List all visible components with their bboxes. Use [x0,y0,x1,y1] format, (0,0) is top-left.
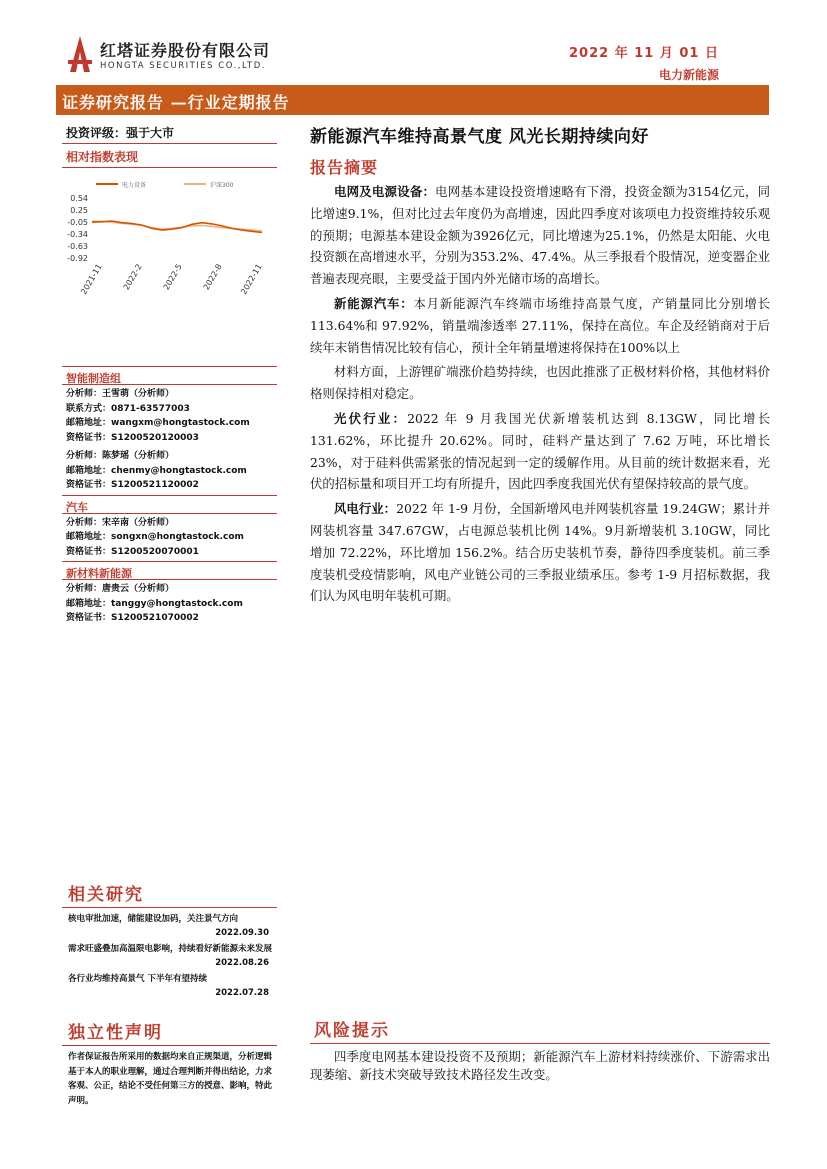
summary-paragraph [310,408,770,495]
paragraph-text: 2022 年 1-9 月份，全国新增风电并网装机容量 19.24GW；累计并网装机容量 347.67GW，占电源总装机比例 14%。9月新增装机 3.10GW，同比增加 72.22%，环比增加 156.2%。结合历史装机节奏，静待四季度装机。前三季度装机受疫情影响，风电产业链公司的三季报业绩承压。参考 1-9 月招标数据，我们认为风电明年装机可期。 [310,501,770,604]
y-tick-label: 0.25 [70,205,88,215]
analyst-info-line[interactable]: 邮箱地址：songxn@hongtastock.com [66,532,244,542]
paragraph-lead: 光伏行业： [334,410,408,426]
relative-index-chart [62,170,277,370]
paragraph-text: 电网基本建设投资增速略有下滑，投资金额为3154亿元，同比增速9.1%，但对比过去年度仍为高增速，因此四季度对该项电力投资维持较乐观的预期；电源基本建设金额为3926亿元，同比增速为25.1%，仍然是太阳能、火电投资额在高增速水平，分别为353.2%、47.4%。从三季报看个股情况，逆变器企业普遍表现亮眼，主要受益于国内外光储市场的高增长。 [310,184,770,287]
analyst-card [62,580,277,628]
risk-text: 四季度电网基本建设投资不及预期；新能源汽车上游材料持续涨价、下游需求出现萎缩、新技术突破导致技术路径发生改变。 [310,1049,770,1082]
report-date: 2022 年 11 月 01 日 [569,46,719,61]
relative-index-title: 相对指数表现 [62,148,277,168]
company-name-cn: 红塔证券股份有限公司 [100,41,271,60]
x-tick-label: 2022-5 [161,262,184,292]
x-tick-label: 2021-11 [79,262,104,296]
independence-statement-title: 独立性声明 [62,1018,277,1046]
analyst-info-line: 分析师：宋辛南（分析师） [66,517,175,528]
analyst-info-line: 资格证书：S1200520120003 [66,432,199,443]
summary-paragraph [310,181,770,290]
analyst-info-line[interactable]: 邮箱地址：chenmy@hongtastock.com [66,465,247,476]
report-type-banner [56,85,769,115]
analyst-info-line: 分析师：唐贵云（分析师） [66,584,175,594]
analyst-info-line[interactable]: 资格证书：S1200521120002 [66,480,199,490]
related-item-title[interactable]: 各行业均维持高景气 下半年有望持续 [68,974,207,984]
banner-text: 证券研究报告 —行业定期报告 [62,93,290,112]
related-item[interactable] [62,938,277,968]
risk-title: 风险提示 [310,1016,770,1044]
risk-section [310,1016,770,1084]
investment-rating: 投资评级：强于大市 [62,124,277,144]
analyst-group-title: 汽车 [62,495,277,514]
x-tick-label: 2022-2 [121,262,144,292]
legend-label-series-2: 沪深300 [210,182,234,189]
summary-paragraph [310,293,770,358]
related-research-title: 相关研究 [62,880,277,908]
analyst-group-title: 新材料新能源 [62,561,277,580]
related-item-title[interactable]: 需求旺盛叠加高温限电影响，持续看好新能源未来发展 [68,944,273,954]
paragraph-text: 材料方面，上游锂矿端涨价趋势持续，也因此推涨了正极材料价格，其他材料价格则保持相对稳定。 [310,364,770,402]
y-tick-label: -0.34 [67,230,88,240]
analyst-info-line[interactable]: 邮箱地址：tanggy@hongtastock.com [66,598,243,609]
x-tick-label: 2022-8 [201,262,224,292]
related-item-date: 2022.09.30 [215,928,269,938]
analyst-section [62,366,277,628]
paragraph-lead: 电网及电源设备： [334,184,436,199]
paragraph-text: 本月新能源汽车终端市场维持高景气度，产销量同比分别增长 113.64%和 97.92%，销量端渗透率 27.11%，保持在高位。车企及经销商对于后续年末销售情况比较有信心，预计全年销量增速将保持在100%以上 [310,295,771,355]
industry-label: 电力新能源 [658,68,719,82]
paragraph-text: 2022 年 9 月我国光伏新增装机达到 8.13GW，同比增长 131.62%，环比提升 20.62%。同时，硅料产量达到了 7.62 万吨，环比增长 23%，对于硅料供需紧张的情况起到一定的缓解作用。从目前的统计数据来看，光伏的招标量和项目开工均有所提升，因此四季度我国光伏有望保持较高的景气度。 [310,410,770,492]
related-item[interactable] [62,968,277,998]
analyst-info-line: 分析师：王雪萌（分析师） [66,389,175,399]
related-item[interactable] [62,908,277,938]
related-item-title[interactable]: 核电审批加速，储能建设加码，关注景气方向 [68,914,239,924]
analyst-card [62,447,277,495]
summary-paragraph [310,498,770,607]
report-title: 新能源汽车维持高景气度 风光长期持续向好 [310,127,649,147]
independence-statement-text: 作者保证报告所采用的数据均来自正规渠道，分析逻辑基于本人的职业理解，通过合理判断并得出结论，力求客观、公正，结论不受任何第三方的授意、影响，特此声明。 [68,1052,273,1106]
company-name-en: HONGTA SECURITIES CO.,LTD. [100,61,266,71]
related-item-date: 2022.07.28 [215,988,269,998]
summary-title: 报告摘要 [310,158,379,177]
series-line-1 [92,221,262,233]
summary-paragraphs [310,181,770,607]
analyst-info-line[interactable]: 邮箱地址：wangxm@hongtastock.com [66,418,250,428]
y-tick-label: -0.63 [67,242,88,252]
y-tick-label: 0.54 [70,194,88,203]
analyst-info-line[interactable]: 联系方式：0871-63577003 [66,403,190,414]
hongta-logo-icon [64,34,96,74]
y-tick-label: -0.92 [67,254,88,263]
paragraph-lead: 新能源汽车： [334,295,414,311]
related-research [62,880,277,998]
independence-statement [62,1018,277,1108]
related-item-date: 2022.08.26 [215,958,269,968]
y-tick-label: -0.05 [67,218,88,228]
analyst-info-line[interactable]: 资格证书：S1200520070001 [66,546,199,557]
analyst-card [62,385,277,447]
summary-paragraph [310,361,770,405]
company-logo [64,34,284,78]
analyst-info-line: 分析师：陈梦瑶（分析师） [66,451,175,461]
sidebar-top [62,120,277,168]
analyst-group-title: 智能制造组 [62,366,277,385]
legend-label-series-1: 电力设备 [122,182,147,189]
main-content [310,122,770,607]
analyst-card [62,514,277,562]
paragraph-lead: 风电行业： [334,501,397,517]
analyst-info-line[interactable]: 资格证书：S1200521070002 [66,613,199,623]
x-tick-label: 2022-11 [239,262,264,296]
